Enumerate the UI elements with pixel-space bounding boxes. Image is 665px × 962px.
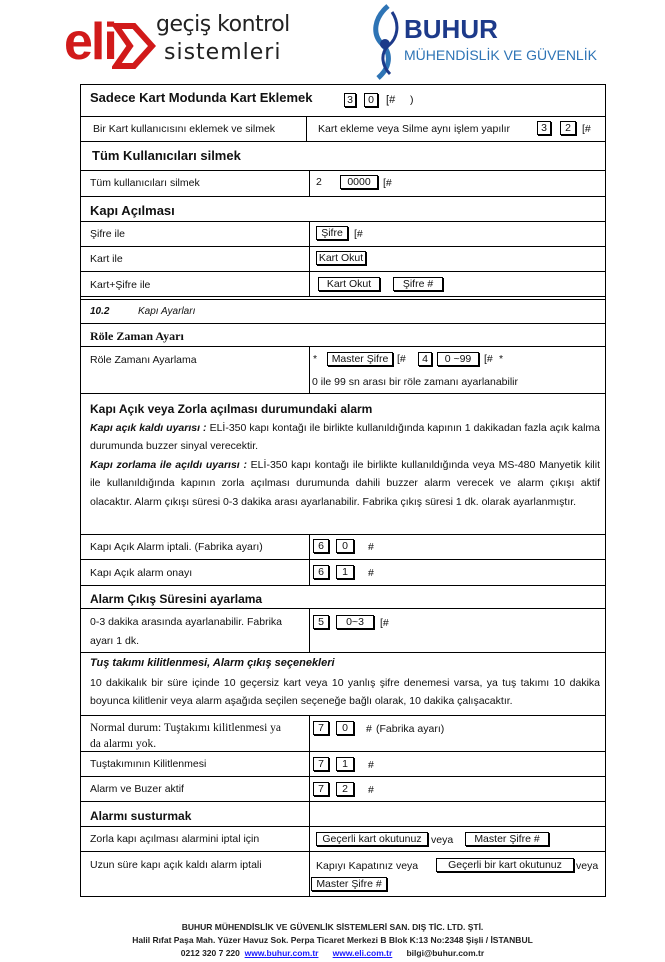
eli-logo-text: eli bbox=[64, 13, 116, 71]
row-text-add-remove-card: Kart ekleme veya Silme aynı işlem yapılır bbox=[318, 123, 510, 135]
key-hash: [# bbox=[484, 353, 493, 365]
footer-phone: 0212 320 7 220 bbox=[180, 948, 240, 958]
key-box: Kart Okut bbox=[316, 251, 366, 265]
key-box: 2 bbox=[560, 121, 576, 135]
row-label-long-open-cancel: Uzun süre kapı açık kaldı alarm iptali bbox=[90, 859, 262, 871]
key-box: 5 bbox=[313, 615, 329, 629]
key-box: 6 bbox=[313, 565, 329, 579]
footer-contact bbox=[0, 947, 665, 959]
section-title-alarm-duration: Alarm Çıkış Süresini ayarlama bbox=[90, 592, 263, 606]
key-hash: [# bbox=[397, 353, 406, 365]
key-box: 0 bbox=[336, 539, 354, 553]
section-title-door-open: Kapı Açılması bbox=[90, 203, 175, 218]
key-star: * bbox=[499, 353, 504, 365]
row-label-alarm-duration-2: ayarı 1 dk. bbox=[90, 635, 140, 647]
key-hash: [# bbox=[383, 177, 392, 189]
eli-logo-subtitle-2: sistemleri bbox=[164, 40, 282, 65]
key-hash: # bbox=[368, 567, 374, 579]
key-box: Geçerli bir kart okutunuz bbox=[436, 858, 574, 872]
text-or: veya bbox=[431, 834, 454, 846]
key-hash: [# bbox=[380, 617, 389, 629]
key-box: 4 bbox=[418, 352, 432, 366]
row-label-add-remove-card: Bir Kart kullanıcısını eklemek ve silmek bbox=[93, 123, 276, 135]
key-box: 2 bbox=[336, 782, 354, 796]
key-box: 1 bbox=[336, 565, 354, 579]
row-label-delete-all: Tüm kullanıcıları silmek bbox=[90, 177, 200, 189]
key-box: 7 bbox=[313, 721, 329, 735]
key-box: Şifre bbox=[316, 226, 348, 240]
key-box: 1 bbox=[336, 757, 354, 771]
footer-web-buhur[interactable]: www.buhur.com.tr bbox=[244, 948, 319, 958]
key-box: 0 bbox=[364, 93, 378, 107]
key-hash: [# bbox=[582, 123, 591, 135]
section-title-alarm: Kapı Açık veya Zorla açılması durumundaki alarm bbox=[90, 402, 373, 416]
key-paren: ) bbox=[410, 94, 414, 106]
key-hash: # bbox=[366, 723, 372, 735]
row-label-alarm-buzzer: Alarm ve Buzer aktif bbox=[90, 783, 184, 795]
footer-email: bilgi@buhur.com.tr bbox=[406, 948, 485, 958]
key-box: 0 ~99 bbox=[437, 352, 479, 366]
eli-logo-arrow-icon bbox=[112, 22, 156, 70]
row-label-door-password: Şifre ile bbox=[90, 228, 126, 240]
keypad-lock-paragraph: 10 dakikalık bir süre içinde 10 geçersiz kart veya 10 yanlış şifre denemesi varsa, ya tuş takımı 10 dakika boyunca kilitlenir veya alarm aşağıda seçilen seçeneğe bağlı olarak, 10 dakika çalışacaktır. bbox=[90, 677, 600, 708]
row-label-relay: Röle Zamanı Ayarlama bbox=[90, 354, 197, 366]
alarm-paragraph-1: Kapı açık kaldı uyarısı : ELİ-350 kapı kontağı ile birlikte kullanıldığında kapının 1 dakikadan fazla açık kalma durumunda buzzer sinyal verecektir. bbox=[90, 422, 600, 453]
row-label-door-card-password: Kart+Şifre ile bbox=[90, 279, 151, 291]
key-box: Şifre # bbox=[393, 277, 443, 291]
footer-address: Halil Rıfat Paşa Mah. Yüzer Havuz Sok. Perpa Ticaret Merkezi B Blok K:13 No:2348 Şişli / İSTANBUL bbox=[132, 935, 533, 945]
section-title-delete-all: Tüm Kullanıcıları silmek bbox=[92, 148, 241, 163]
key-box: Kart Okut bbox=[318, 277, 380, 291]
key-box: Master Şifre # bbox=[465, 832, 549, 846]
key-box: 3 bbox=[344, 93, 356, 107]
subsection-number: 10.2 bbox=[90, 306, 110, 317]
key-box: 0000 bbox=[340, 175, 378, 189]
section-title-keypad-lock: Tuş takımı kilitlenmesi, Alarm çıkış seçenekleri bbox=[90, 657, 335, 669]
row-note-factory: (Fabrika ayarı) bbox=[376, 723, 445, 735]
key-hash: [# bbox=[386, 94, 396, 106]
row-label-alarm-cancel: Kapı Açık Alarm iptali. (Fabrika ayarı) bbox=[90, 541, 263, 553]
key-box: 3 bbox=[537, 121, 551, 135]
section-title-silence: Alarmı susturmak bbox=[90, 809, 192, 823]
buhur-logo-icon bbox=[366, 4, 406, 80]
key-box: 6 bbox=[313, 539, 329, 553]
key-hash: # bbox=[368, 784, 374, 796]
eli-logo-subtitle-1: geçiş kontrol bbox=[156, 12, 290, 37]
key-box: Master Şifre bbox=[327, 352, 393, 366]
row-text-close-door: Kapıyı Kapatınız veya bbox=[316, 860, 419, 872]
key-box: Master Şifre # bbox=[311, 877, 387, 891]
row-label-keypad-lock: Tuştakımının Kilitlenmesi bbox=[90, 758, 207, 770]
row-label-normal-2: da alarmı yok. bbox=[90, 738, 157, 750]
key-hash: # bbox=[368, 759, 374, 771]
row-label-alarm-confirm: Kapı Açık alarm onayı bbox=[90, 567, 193, 579]
row-label-forced-cancel: Zorla kapı açılması alarmini iptal için bbox=[90, 833, 260, 845]
footer-company: BUHUR MÜHENDİSLİK VE GÜVENLİK SİSTEMLERİ SAN. DIŞ TİC. LTD. ŞTİ. bbox=[181, 922, 484, 932]
key-box: 0~3 bbox=[336, 615, 374, 629]
row-note-relay: 0 ile 99 sn arası bir röle zamanı ayarlanabilir bbox=[312, 376, 519, 388]
section-title-relay: Röle Zaman Ayarı bbox=[90, 329, 184, 343]
key-plain: 2 bbox=[316, 176, 322, 188]
footer-web-eli[interactable]: www.eli.com.tr bbox=[332, 948, 393, 958]
key-box: 0 bbox=[336, 721, 354, 735]
buhur-logo-name: BUHUR bbox=[404, 14, 498, 44]
row-label-alarm-duration-1: 0-3 dakika arasında ayarlanabilir. Fabrika bbox=[90, 616, 283, 628]
buhur-logo-subtitle: MÜHENDİSLİK VE GÜVENLİK bbox=[404, 47, 597, 63]
key-star: * bbox=[313, 353, 318, 365]
alarm-paragraph-2: Kapı zorlama ile açıldı uyarısı : ELİ-350 kapı kontağı ile birlikte kullanıldığında veya MS-480 Manyetik kilit ile kullanıldığında kapının zorla açılması durumunda dahili buzzer alarm verecek ve alarm çıkışı aktif olacaktır. Alarm çıkışı süresi 0-3 dakika arası ayarlanabilir. Fabrika çıkış süresi 1 dk. olarak ayarlanmıştır. bbox=[90, 459, 600, 508]
key-hash: [# bbox=[354, 228, 363, 240]
text-or: veya bbox=[576, 860, 599, 872]
key-box: 7 bbox=[313, 782, 329, 796]
row-label-normal-1: Normal durum: Tuştakımı kilitlenmesi ya bbox=[90, 722, 282, 734]
key-hash: # bbox=[368, 541, 374, 553]
row-label-door-card: Kart ile bbox=[90, 253, 123, 265]
subsection-title: Kapı Ayarları bbox=[138, 306, 196, 317]
section-title-add-card: Sadece Kart Modunda Kart Eklemek bbox=[90, 90, 313, 105]
key-box: 7 bbox=[313, 757, 329, 771]
key-box: Geçerli kart okutunuz bbox=[316, 832, 428, 846]
